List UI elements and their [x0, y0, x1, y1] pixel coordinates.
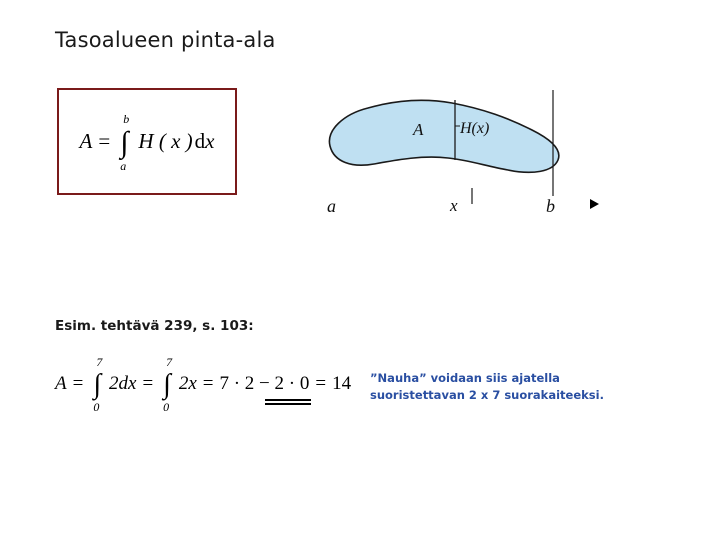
- region-shape: [329, 100, 558, 172]
- example-lower-limit-2: 0: [163, 400, 170, 414]
- arrow-right-icon: [590, 199, 599, 209]
- differential-d: d: [194, 129, 206, 153]
- integral-lower-limit: a: [120, 158, 127, 173]
- example-equals-1: =: [72, 373, 84, 394]
- example-integral-glyph-1: ∫: [93, 369, 101, 400]
- side-note-line-1: ”Nauha” voidaan siis ajatella: [370, 371, 560, 385]
- formula-equals: =: [98, 129, 111, 153]
- figure-region-label: A: [413, 120, 424, 139]
- example-formula: [55, 355, 352, 414]
- result-double-underline: [265, 399, 311, 406]
- example-evaluation: 7 · 2 − 2 · 0: [219, 373, 310, 394]
- formula-box: [57, 88, 237, 195]
- side-note-line-2: suoristettavan 2 x 7 suorakaiteeksi.: [370, 387, 604, 402]
- side-note: [370, 370, 620, 403]
- example-integrand-2: 2x: [178, 373, 197, 394]
- example-lower-limit-1: 0: [93, 400, 100, 414]
- example-label: Esim. tehtävä 239, s. 103:: [55, 318, 254, 334]
- example-upper-limit-2: 7: [166, 355, 173, 369]
- integral-glyph: ∫: [120, 125, 129, 159]
- underline-line-1: [265, 399, 311, 401]
- example-lhs: A: [55, 373, 67, 394]
- formula-integrand: H ( x ): [138, 129, 193, 153]
- integral-sign: [120, 111, 130, 173]
- example-integral-1: [93, 355, 103, 414]
- area-figure: [300, 78, 620, 238]
- underline-line-2: [265, 403, 311, 405]
- figure-left-bound-label: a: [327, 196, 336, 216]
- area-formula: [79, 111, 215, 173]
- page-title: Tasoalueen pinta-ala: [55, 28, 276, 52]
- formula-differential: [195, 129, 215, 154]
- example-integral-glyph-2: ∫: [163, 369, 171, 400]
- example-result: 14: [332, 373, 352, 394]
- formula-lhs: A: [79, 129, 93, 153]
- example-upper-limit-1: 7: [96, 355, 103, 369]
- figure-height-label: H(x): [460, 120, 490, 137]
- example-equals-2: =: [142, 373, 154, 394]
- differential-x: x: [205, 129, 215, 153]
- integral-upper-limit: b: [123, 111, 130, 126]
- example-integrand-1: 2dx: [109, 373, 137, 394]
- figure-right-bound-label: b: [546, 196, 555, 216]
- example-equals-3: =: [202, 373, 214, 394]
- figure-variable-label: x: [450, 196, 458, 215]
- example-equals-4: =: [315, 373, 327, 394]
- formula-box-content: [59, 90, 235, 193]
- figure-svg: [300, 78, 620, 238]
- example-integral-2: [163, 355, 173, 414]
